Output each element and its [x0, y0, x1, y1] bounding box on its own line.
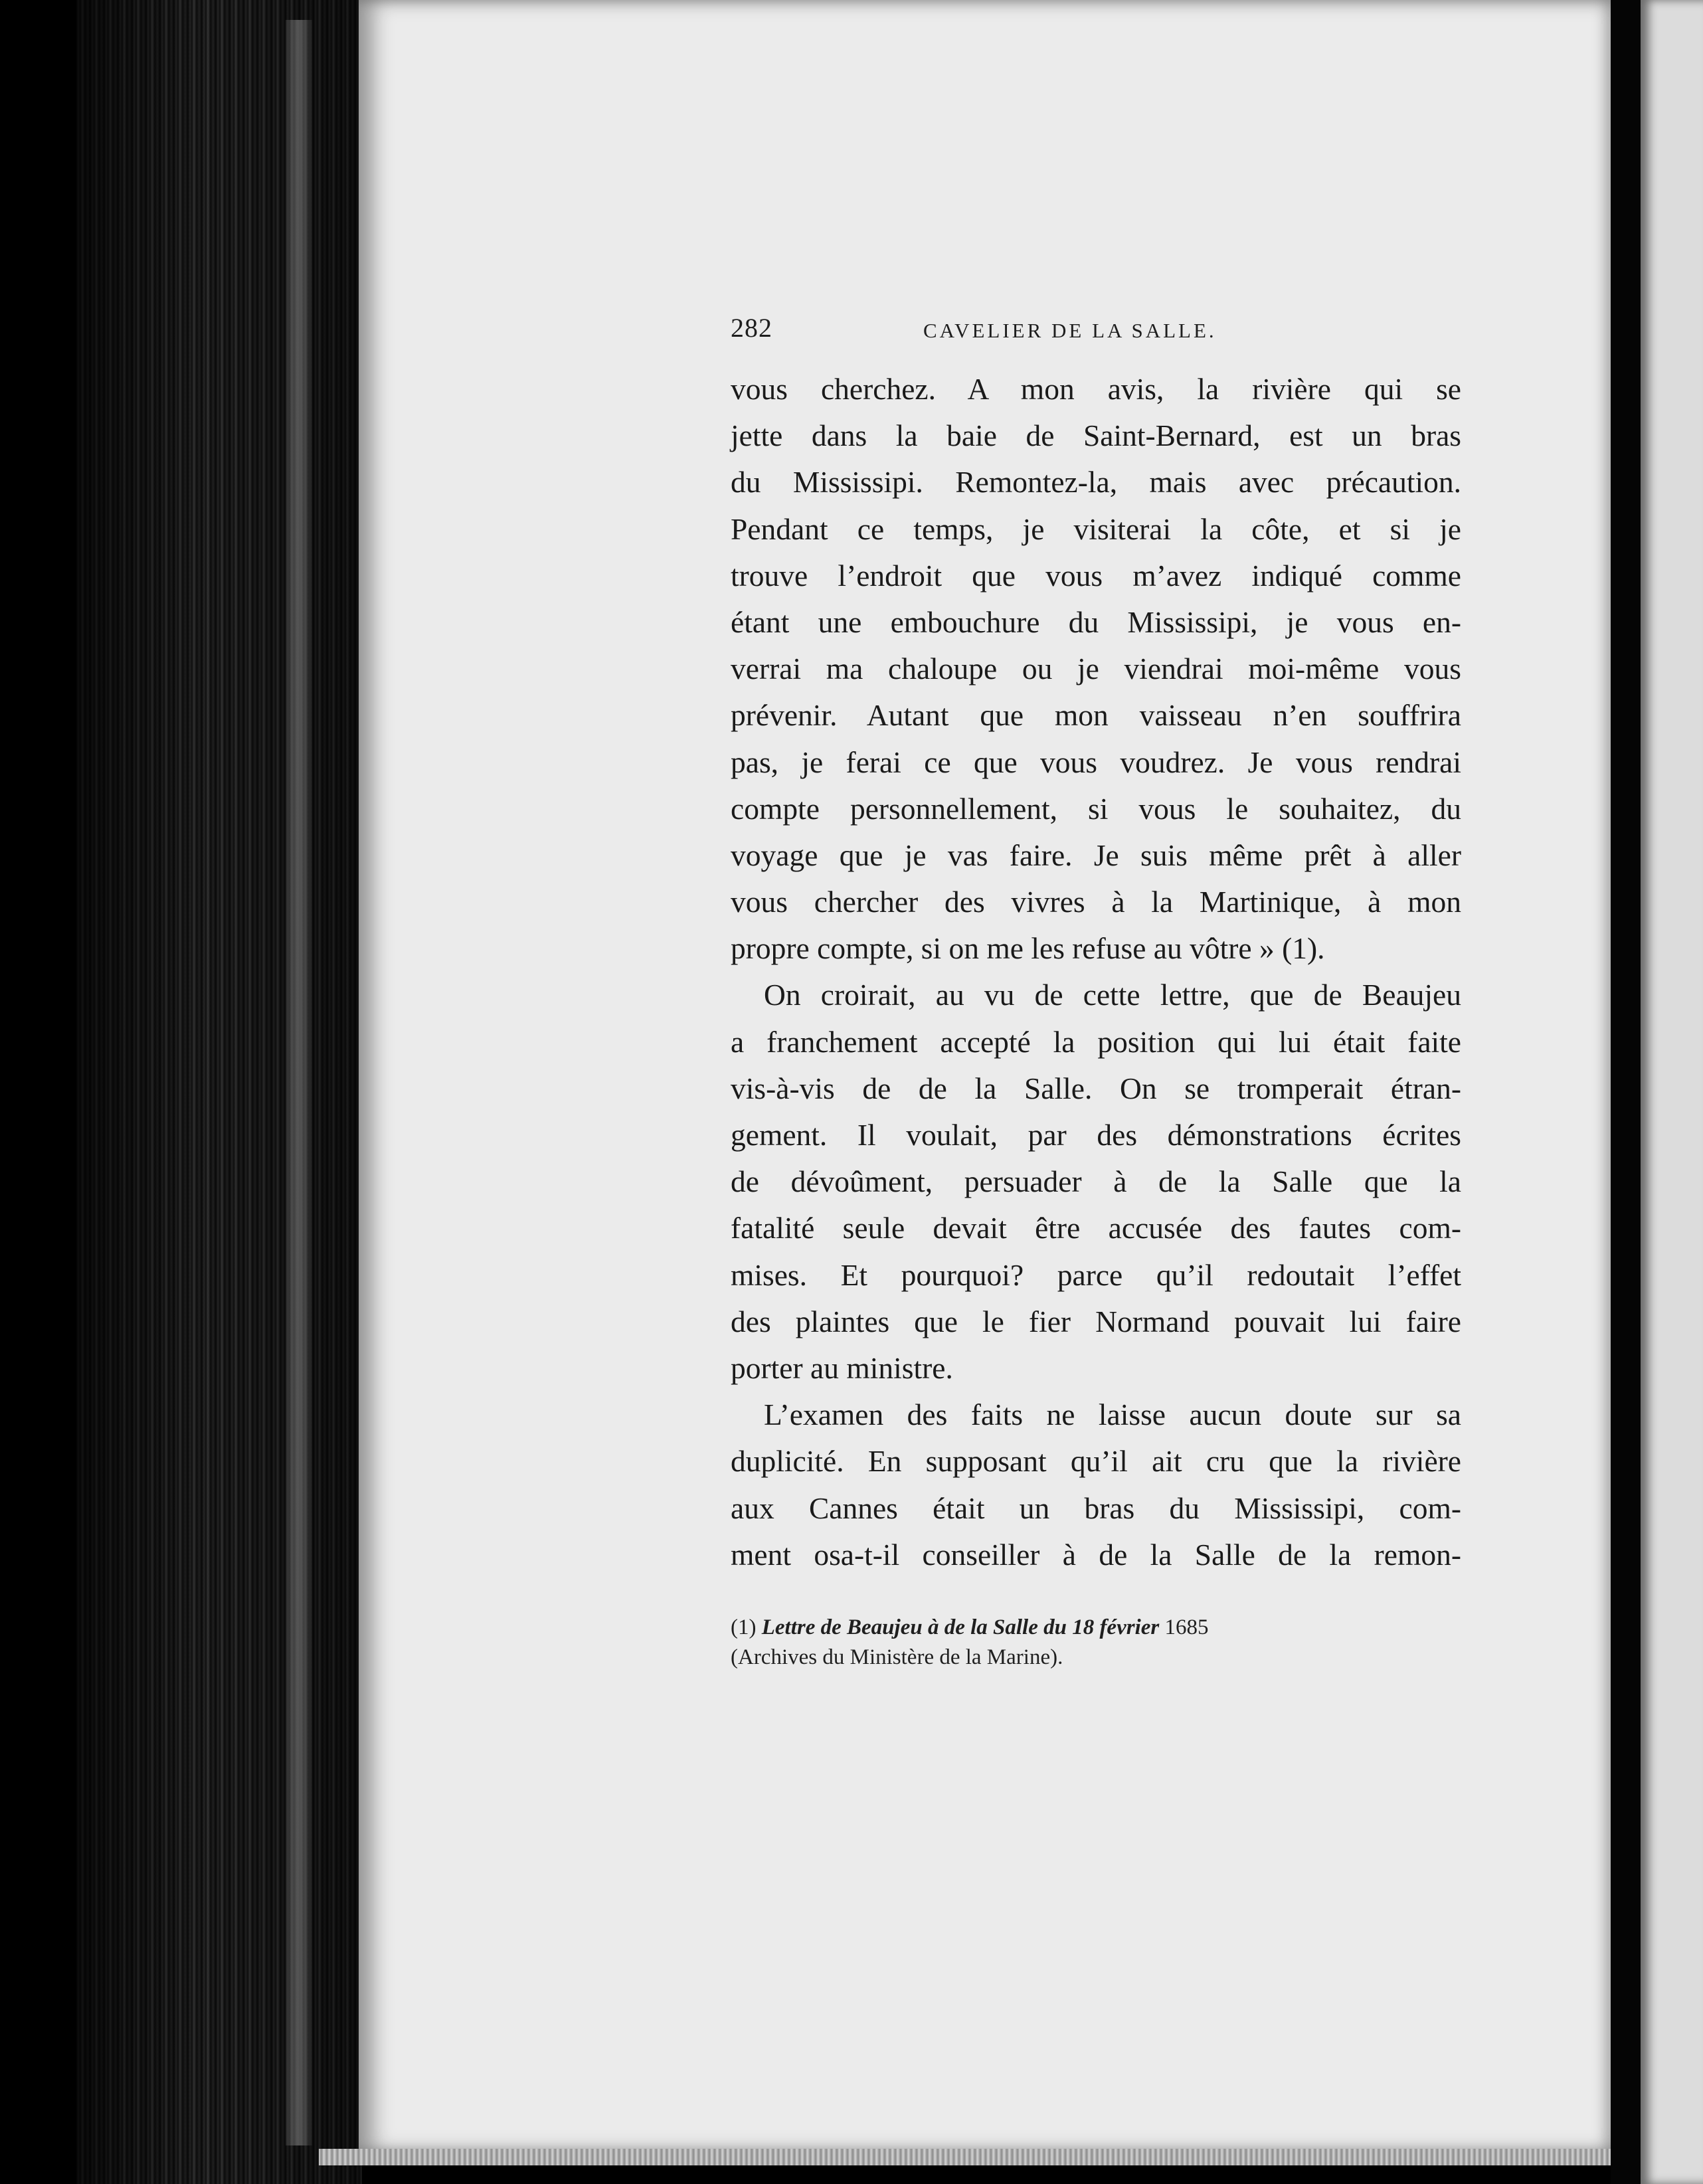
running-head: CAVELIER DE LA SALLE. — [923, 319, 1217, 342]
text-line: vis-à-vis de de la Salle. On se tromperait étran- — [731, 1071, 1461, 1105]
footnote-line-1 — [731, 1613, 1455, 1643]
next-page-edge — [1641, 0, 1703, 2184]
text-line: vous cherchez. A mon avis, la rivière qui se — [731, 372, 1461, 406]
text-line: vous chercher des vivres à la Martinique, à mon — [731, 885, 1461, 919]
footnote — [731, 1613, 1455, 1673]
paragraph-start-line: L’examen des faits ne laisse aucun doute sur sa — [764, 1398, 1461, 1432]
text-line: fatalité seule devait être accusée des fautes com- — [731, 1211, 1461, 1245]
text-line: du Mississipi. Remontez-la, mais avec précaution. — [731, 465, 1461, 500]
footnote-marker: (1) — [731, 1615, 757, 1639]
page-bottom-edge — [319, 2149, 1621, 2165]
text-line: voyage que je vas faire. Je suis même prêt à aller — [731, 838, 1461, 872]
body-text — [731, 366, 1461, 1578]
page-number: 282 — [731, 313, 772, 343]
page-gutter — [1611, 0, 1641, 2184]
text-line: de dévoûment, persuader à de la Salle que la — [731, 1164, 1461, 1199]
text-line: mises. Et pourquoi? parce qu’il redoutait l’effet — [731, 1257, 1461, 1292]
footnote-year: 1685 — [1164, 1615, 1209, 1639]
footnote-citation: Lettre de Beaujeu à de la Salle du 18 février — [761, 1615, 1160, 1639]
text-line: Pendant ce temps, je visiterai la côte, et si je — [731, 511, 1461, 546]
text-line: gement. Il voulait, par des démonstrations écrites — [731, 1118, 1461, 1152]
text-line: propre compte, si on me les refuse au vôtre » (1). — [731, 931, 1325, 966]
text-line: a franchement accepté la position qui lui était faite — [731, 1024, 1461, 1059]
edge-highlight — [286, 20, 312, 2145]
page-header — [731, 312, 1348, 352]
text-line: duplicité. En supposant qu’il ait cru que la rivière — [731, 1444, 1461, 1479]
text-line: trouve l’endroit que vous m’avez indiqué comme — [731, 558, 1461, 592]
text-line: des plaintes que le fier Normand pouvait lui faire — [731, 1304, 1461, 1338]
text-line: ment osa-t-il conseiller à de la Salle de la remon- — [731, 1537, 1461, 1572]
text-line: jette dans la baie de Saint-Bernard, est un bras — [731, 418, 1461, 453]
paragraph-start-line: On croirait, au vu de cette lettre, que de Beaujeu — [764, 978, 1461, 1012]
book-edge-shade — [76, 0, 362, 2184]
text-line: aux Cannes était un bras du Mississipi, com- — [731, 1491, 1461, 1525]
text-line: compte personnellement, si vous le souhaitez, du — [731, 791, 1461, 826]
text-line: verrai ma chaloupe ou je viendrai moi-même vous — [731, 652, 1461, 686]
text-line: prévenir. Autant que mon vaisseau n’en souffrira — [731, 698, 1461, 733]
text-line: étant une embouchure du Mississipi, je vous en- — [731, 604, 1461, 639]
footnote-line-2: (Archives du Ministère de la Marine). — [731, 1645, 1063, 1669]
text-line: pas, je ferai ce que vous voudrez. Je vous rendrai — [731, 745, 1461, 779]
text-line: porter au ministre. — [731, 1350, 953, 1385]
